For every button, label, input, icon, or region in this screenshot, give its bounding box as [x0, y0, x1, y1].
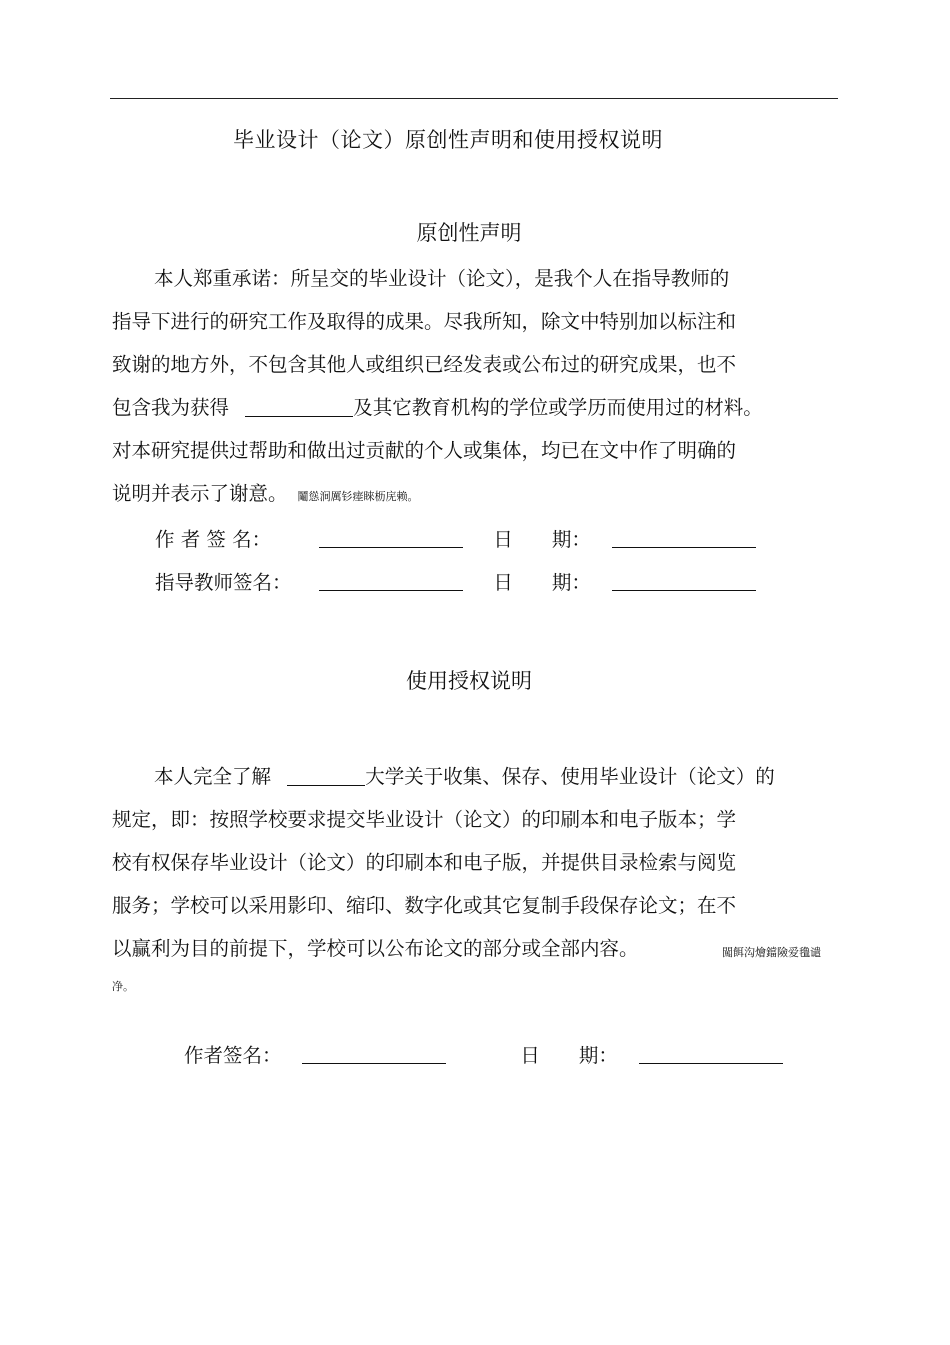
originality-note: 鬮慫涧厲钐瘗睞枥庑赖。 — [297, 490, 419, 503]
advisor-date-label: 日 期： — [493, 571, 591, 594]
authorization-author-line[interactable] — [302, 1041, 446, 1064]
document-title: 毕业设计（论文）原创性声明和使用授权说明 — [233, 128, 663, 152]
originality-line-5: 对本研究提供过帮助和做出过贡献的个人或集体，均已在文中作了明确的 — [112, 439, 737, 462]
originality-heading: 原创性声明 — [416, 221, 522, 245]
authorization-author-label: 作者签名： — [184, 1044, 282, 1067]
authorization-paragraph — [112, 755, 775, 970]
advisor-date-line[interactable] — [612, 568, 756, 591]
authorization-signature-row — [184, 1041, 783, 1071]
originality-line-4 — [112, 386, 763, 429]
authorization-line-3: 校有权保存毕业设计（论文）的印刷本和电子版，并提供目录检索与阅览 — [112, 851, 737, 874]
authorization-note-end: 净。 — [112, 980, 134, 993]
authorization-line-1 — [112, 755, 775, 798]
authorization-line-4: 服务；学校可以采用影印、缩印、数字化或其它复制手段保存论文；在不 — [112, 894, 737, 917]
authorization-note: 闖餌沟燴鐺險爱氇谴 — [722, 946, 821, 959]
authorization-heading: 使用授权说明 — [406, 669, 532, 693]
originality-line-1: 本人郑重承诺：所呈交的毕业设计（论文），是我个人在指导教师的 — [154, 267, 730, 290]
author-signature-row — [155, 525, 756, 555]
author-signature-line[interactable] — [319, 525, 463, 548]
authorization-line-1-end: 大学关于收集、保存、使用毕业设计（论文）的 — [365, 765, 775, 788]
originality-line-6 — [112, 472, 763, 515]
authorization-line-2: 规定，即：按照学校要求提交毕业设计（论文）的印刷本和电子版本；学 — [112, 808, 737, 831]
institution-blank[interactable] — [245, 396, 353, 417]
advisor-signature-line[interactable] — [319, 568, 463, 591]
originality-paragraph — [112, 257, 763, 515]
originality-line-2: 指导下进行的研究工作及取得的成果。尽我所知，除文中特别加以标注和 — [112, 310, 737, 333]
header-rule — [110, 98, 838, 99]
authorization-date-line[interactable] — [639, 1041, 783, 1064]
authorization-line-5: 以赢利为目的前提下，学校可以公布论文的部分或全部内容。 — [112, 937, 639, 960]
author-date-label: 日 期： — [493, 528, 591, 551]
originality-line-4-start: 包含我为获得 — [112, 396, 230, 419]
author-date-line[interactable] — [612, 525, 756, 548]
originality-line-4-end: 及其它教育机构的学位或学历而使用过的材料。 — [353, 396, 763, 419]
advisor-signature-label: 指导教师签名： — [155, 571, 292, 594]
authorization-date-label: 日 期： — [520, 1044, 618, 1067]
advisor-signature-row — [155, 568, 756, 598]
originality-line-6-text: 说明并表示了谢意。 — [112, 482, 288, 505]
university-blank[interactable] — [287, 765, 365, 786]
authorization-line-1-start: 本人完全了解 — [154, 765, 272, 788]
author-signature-label: 作 者 签 名： — [155, 528, 272, 551]
originality-line-3: 致谢的地方外，不包含其他人或组织已经发表或公布过的研究成果，也不 — [112, 353, 737, 376]
